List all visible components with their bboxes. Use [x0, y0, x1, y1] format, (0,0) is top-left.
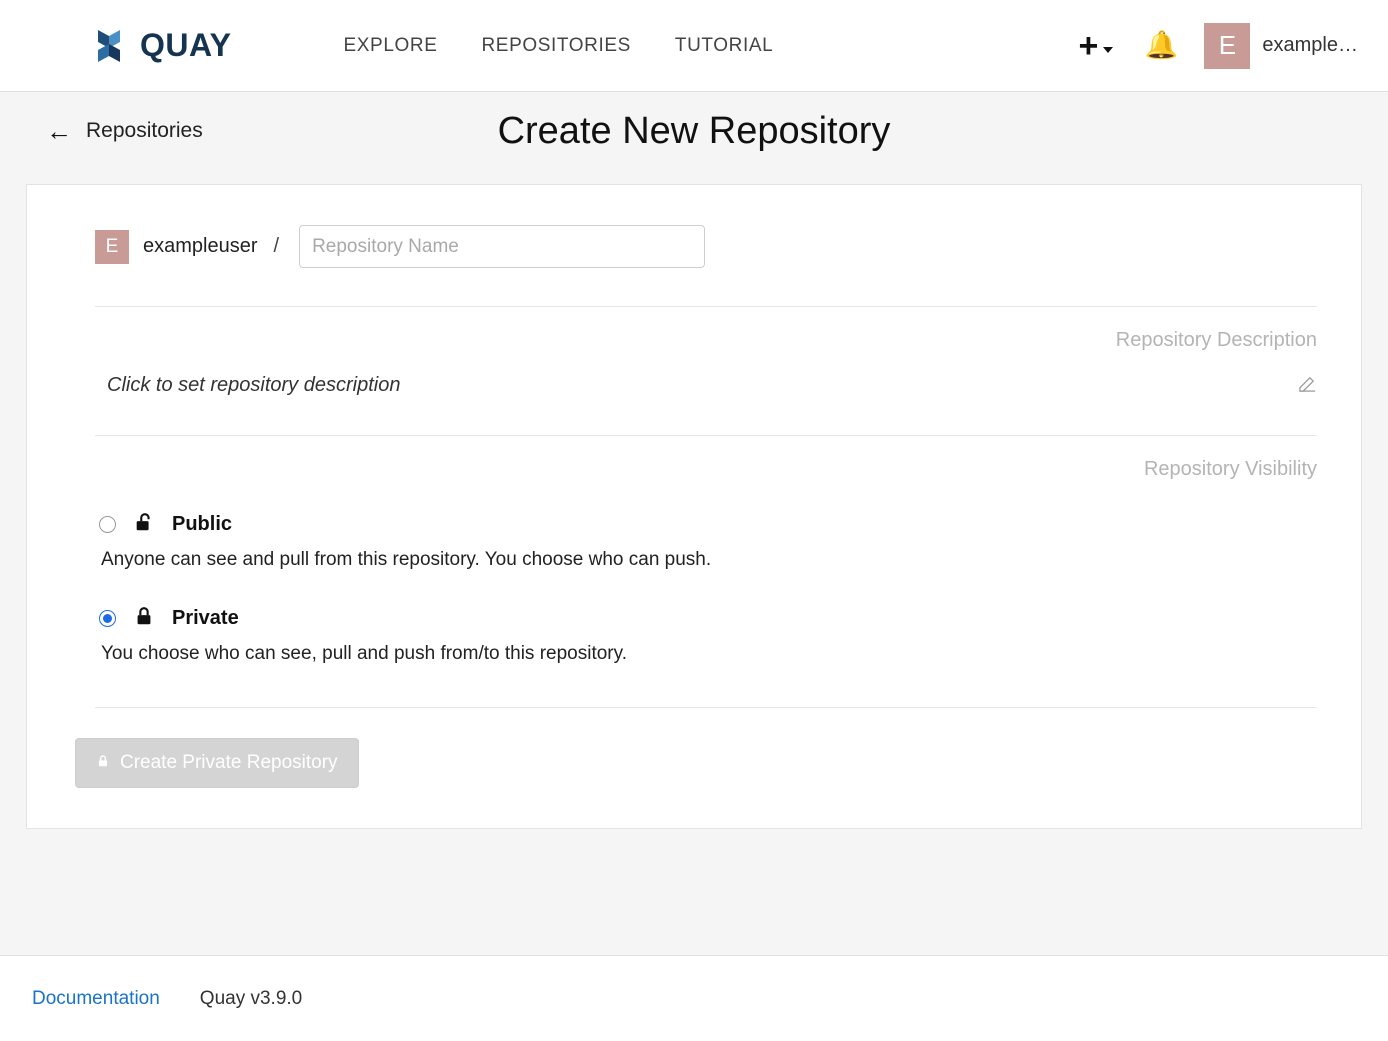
repository-description-label: Repository Description: [1115, 329, 1317, 351]
visibility-options: [27, 481, 1361, 665]
radio-private[interactable]: [99, 610, 116, 627]
repository-name-row: [27, 185, 1361, 268]
repository-description-placeholder[interactable]: Click to set repository description: [107, 374, 401, 396]
visibility-option-private[interactable]: [99, 605, 1317, 631]
repository-description-row[interactable]: [27, 352, 1361, 397]
visibility-option-public[interactable]: [99, 511, 1317, 537]
bell-icon[interactable]: 🔔: [1139, 30, 1179, 60]
radio-public[interactable]: [99, 516, 116, 533]
divider-visibility: [95, 707, 1317, 708]
nav-link-tutorial[interactable]: TUTORIAL: [674, 34, 774, 56]
back-to-repositories-link[interactable]: [46, 118, 203, 144]
button-lock-glyph: [96, 754, 110, 768]
visibility-gap: [99, 571, 1317, 605]
owner-avatar: E: [95, 230, 129, 264]
visibility-private-title: Private: [172, 606, 239, 629]
chevron-down-icon: [1103, 47, 1113, 53]
navbar-right: [1079, 23, 1359, 69]
button-lock-icon: [96, 754, 110, 773]
visibility-public-title: Public: [172, 512, 233, 535]
documentation-link[interactable]: Documentation: [32, 987, 160, 1009]
repository-name-input[interactable]: [299, 225, 705, 268]
unlock-glyph: [133, 511, 155, 533]
nav-link-explore[interactable]: EXPLORE: [343, 34, 438, 56]
divider-description: [95, 435, 1317, 436]
unlock-icon: [132, 511, 156, 537]
edit-pencil-icon: [1298, 374, 1317, 393]
owner-name[interactable]: exampleuser: [143, 235, 258, 257]
arrow-left-icon: ←: [46, 116, 72, 146]
quay-logo[interactable]: [88, 26, 232, 66]
edit-icon[interactable]: [1298, 374, 1317, 397]
repository-visibility-label: Repository Visibility: [1143, 458, 1317, 480]
lock-glyph: [133, 605, 155, 627]
divider-name: [95, 306, 1317, 307]
create-private-repository-label: Create Private Repository: [120, 752, 338, 773]
create-menu-button[interactable]: [1078, 26, 1114, 65]
back-link-label: Repositories: [86, 119, 203, 142]
page-title: Create New Repository: [497, 109, 891, 152]
visibility-private-description: You choose who can see, pull and push from/to this repository.: [101, 643, 627, 664]
create-private-repository-button[interactable]: [75, 738, 359, 788]
create-repository-card: [26, 184, 1362, 829]
avatar: E: [1204, 23, 1250, 69]
lock-icon: [132, 605, 156, 631]
top-navbar: [0, 0, 1388, 92]
plus-icon: +: [1078, 26, 1099, 65]
quay-logo-icon: [88, 26, 130, 66]
nav-links: [344, 35, 774, 57]
user-menu[interactable]: [1204, 23, 1358, 69]
version-label: Quay v3.9.0: [199, 987, 303, 1009]
page-header: [0, 92, 1388, 170]
nav-link-repositories[interactable]: REPOSITORIES: [481, 34, 631, 56]
user-menu-label: example…: [1262, 34, 1358, 56]
page-footer: [0, 955, 1388, 1041]
quay-logo-text: QUAY: [140, 27, 232, 63]
owner-separator: /: [273, 235, 280, 257]
visibility-public-description: Anyone can see and pull from this repository. You choose who can push.: [101, 549, 712, 570]
